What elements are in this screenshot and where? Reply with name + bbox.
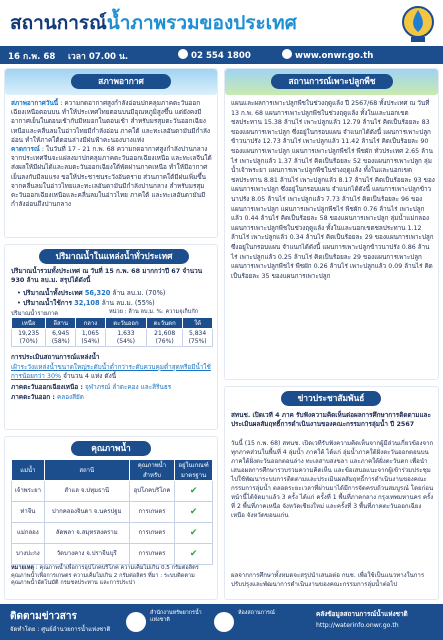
news-body-2: ผลจากการศึกษาทั้งหมดจะสรุปนำเสนอต่อ กนช. เพื่อใช้เป็นแนวทางในการปรับปรุงและพัฒนาการดำเนินงานของคณะกรรมการลุ่มน้ำต่อไป <box>231 572 425 588</box>
time-label: เวลา 07.00 น. <box>68 52 129 62</box>
phone-label: 02 554 1800 <box>178 49 251 61</box>
region-col-header: เหนือ <box>12 318 46 329</box>
quality-row <box>12 502 213 523</box>
region-cell: 5,834 (75%) <box>183 329 213 347</box>
quality-panel <box>4 436 218 600</box>
check-icon: ✔ <box>189 506 198 517</box>
news-panel <box>224 386 439 600</box>
news-heading: ข่าวประชาสัมพันธ์ <box>281 391 381 406</box>
footer-web[interactable]: http://waterinfo.onwr.go.th <box>316 622 399 629</box>
mgmt-heading: การประเมินสถานการณ์แหล่งน้ำ <box>11 353 100 361</box>
agri-panel <box>224 68 439 380</box>
usable-water-row: • ปริมาณน้ำใช้การ 32,108 ล้าน ลบ.ม. (55%) <box>17 299 155 307</box>
quality-cell: การเกษตร <box>129 544 174 565</box>
quality-col-header: แม่น้ำ <box>12 460 45 481</box>
quality-col-header: สถานี <box>44 460 129 481</box>
quality-cell <box>175 502 213 523</box>
region-col-header: ตะวันออก <box>105 318 146 329</box>
quality-cell <box>175 544 213 565</box>
quality-cell <box>175 481 213 502</box>
quality-table <box>11 459 213 565</box>
quality-cell: วัดบางคาง จ.ปราจีนบุรี <box>44 544 129 565</box>
date-label: 16 ก.พ. 68 <box>8 52 56 62</box>
agri-text: แผนและผลการเพาะปลูกพืชในช่วงฤดูแล้ง ปี 2567/68 ทั้งประเทศ ณ วันที่ 13 ก.พ. 68 แผนการเพาะปลูกพืชในช่วงฤดูแล้ง ทั้งในและนอกเขตชลประทาน 15.38 ล้านไร่ เพาะปลูกแล้ว 12.79 ล้านไร่ คิดเป็นร้อยละ 83 ของแผนการเพาะปลูก ซึ่งอยู่ในกรอบแผน จำแนกได้ดังนี้ แผนการเพาะปลูกข้าวนาปรัง 12.73 ล้านไร่ เพาะปลูกแล้ว 11.42 ล้านไร่ คิดเป็นร้อยละ 90 ของแผนการเพาะปลูก แผนการเพาะปลูกพืชไร่ พืชผัก ทั่วประเทศ 2.65 ล้านไร่ เพาะปลูกแล้ว 1.37 ล้านไร่ คิดเป็นร้อยละ 52 ของแผนการเพาะปลูก ลุ่มน้ำเจ้าพระยา แผนการเพาะปลูกพืชในช่วงฤดูแล้ง ทั้งในและนอกเขตชลประทาน 8.81 ล้านไร่ เพาะปลูกแล้ว 8.17 ล้านไร่ คิดเป็นร้อยละ 93 ของแผนการเพาะปลูก ซึ่งอยู่ในกรอบแผน จำแนกได้ดังนี้ แผนการเพาะปลูกข้าวนาปรัง 8.05 ล้านไร่ เพาะปลูกแล้ว 7.73 ล้านไร่ คิดเป็นร้อยละ 96 ของแผนการเพาะปลูก แผนการเพาะปลูกพืชไร่ พืชผัก 0.76 ล้านไร่ เพาะปลูกแล้ว 0.44 ล้านไร่ คิดเป็นร้อยละ 58 ของแผนการเพาะปลูก ลุ่มน้ำแม่กลอง แผนการเพาะปลูกพืชในช่วงฤดูแล้ง ทั้งในและนอกเขตชลประทาน 1.12 ล้านไร่ เพาะปลูกแล้ว 0.34 ล้านไร่ คิดเป็นร้อยละ 29 ของแผนการเพาะปลูก ซึ่งอยู่ในกรอบแผน จำแนกได้ดังนี้ แผนการเพาะปลูกข้าวนาปรัง 0.86 ล้านไร่ เพาะปลูกแล้ว 0.25 ล้านไร่ คิดเป็นร้อยละ 29 ของแผนการเพาะปลูก แผนการเพาะปลูกพืชไร่ พืชผัก 0.26 ล้านไร่ เพาะปลูกแล้ว 0.09 ล้านไร่ คิดเป็นร้อยละ 35 ของแผนการเพาะปลูก <box>231 100 435 280</box>
onwr-logo <box>401 4 435 44</box>
page-header <box>0 0 443 46</box>
weather-text: สภาพอากาศวันนี้ : ความกดอากาศสูงกำลังอ่อนปกคลุมภาคตะวันออกเฉียงเหนือตอนบน ทำให้ประเทศไทยตอนบนมีอุณหภูมิสูงขึ้น แต่ยังคงมีอากาศเย็นในตอนเช้ากับมีหมอกในตอนเช้า สำหรับมรสุมตะวันออกเฉียงเหนือและคลื่นลมในอ่าวไทยมีกำลังอ่อน ภาคใต้ และทะเลอันดามันมีกำลังอ่อน ทำให้ภาคใต้ตอนล่างมีฝนฟ้าคะนองบางแห่ง คาดการณ์ : ในวันที่ 17 - 21 ก.พ. 68 ความกดอากาศสูงกำลังปานกลางจากประเทศจีนจะแผ่ลงมาปกคลุมภาคตะวันออกเฉียงเหนือ และทะเลจีนใต้ ส่งผลให้มีฝนได้และลมตะวันออกเฉียงใต้พัดผ่านภาคเหนือ ทำให้มีอากาศเย็นลงกับมีลมแรง ขอให้ประชาชนระวังอันตราย ส่วนภาคใต้มีฝนเพิ่มขึ้นจากคลื่นลมในอ่าวไทยและทะเลอันดามันมีกำลังปานกลาง สำหรับมรสุมตะวันออกเฉียงเหนือและคลื่นลมในอ่าวไทย ภาคใต้ และทะเลอันดามันมีกำลังอ่อนถึงปานกลาง <box>11 99 212 209</box>
info-bar <box>0 46 443 64</box>
mgmt-text: เฝ้าระวังแหล่งน้ำขนาดใหญ่ระดับน้ำต่ำกว่าระดับควบคุมต่ำสุดหรือมีน้ำใช้การน้อยกว่า 30% จำนวน 4 แห่ง ดังนี้ <box>11 363 211 381</box>
quality-row <box>12 544 213 565</box>
quality-cell: แม่กลอง <box>12 523 45 544</box>
check-icon: ✔ <box>189 548 198 559</box>
quality-cell: สำแล จ.ปทุมธานี <box>44 481 129 502</box>
region-cell: 1,633 (54%) <box>105 329 146 347</box>
region-col-header: กลาง <box>76 318 106 329</box>
quality-cell: ท่าจีน <box>12 502 45 523</box>
region-cell: 21,608 (76%) <box>147 329 183 347</box>
quality-cell: บางปะกง <box>12 544 45 565</box>
page-title: สถานการณ์น้ำภาพรวมของประเทศ <box>10 12 297 34</box>
region-col-header: อีสาน <box>46 318 76 329</box>
qr-icon-2[interactable] <box>214 612 234 632</box>
region-cell: 6,945 (58%) <box>46 329 76 347</box>
phone-icon <box>178 49 188 59</box>
region-cell: 1,065 (54%) <box>76 329 106 347</box>
region-table <box>11 317 213 347</box>
weather-heading: สภาพอากาศ <box>71 74 171 89</box>
quality-row <box>12 523 213 544</box>
footer-mid-1: สำนักงานทรัพยากรน้ำแห่งชาติ <box>150 610 202 623</box>
region-col-header: ตะวันตก <box>147 318 183 329</box>
quality-cell: ปากคลองจินดา จ.นครปฐม <box>44 502 129 523</box>
unit-note: หน่วย : ล้าน ลบ.ม. %: ความจุเก็บกัก <box>109 309 199 315</box>
quality-cell <box>175 523 213 544</box>
quality-row <box>12 481 213 502</box>
reservoir-summary: ปริมาณน้ำรวมทั้งประเทศ ณ วันที่ 15 ก.พ. 68 มากกว่าปี 67 จำนวน 930 ล้าน ลบ.ม. สรุปได้ดังนี้ <box>11 267 203 285</box>
web-link[interactable]: www.onwr.go.th <box>282 49 373 61</box>
region-col-header: ใต้ <box>183 318 213 329</box>
reservoir-panel <box>4 244 218 430</box>
qr-icon[interactable] <box>126 612 146 632</box>
page-footer <box>0 604 443 640</box>
check-icon: ✔ <box>189 485 198 496</box>
quality-note: หมายเหตุ : คุณภาพน้ำเพื่อการอุปโภคบริโภค ความเค็มไม่เกิน 0.5 กรัมต่อลิตร คุณภาพน้ำเพื่อการเกษตร ความเค็มไม่เกิน 2 กรัมต่อลิตร ที่มา : ระบบติดตามคุณภาพน้ำอัตโนมัติ กรมชลประทาน และการประปา <box>11 565 199 587</box>
footer-mid-2: ห้องสถานการณ์ <box>238 610 275 616</box>
quality-cell: เจ้าพระยา <box>12 481 45 502</box>
footer-org: คลังข้อมูลสถานการณ์น้ำแห่งชาติ <box>316 610 408 618</box>
region-label: ปริมาณน้ำรายภาค <box>11 311 59 317</box>
globe-icon <box>282 49 292 59</box>
footer-sub: จัดทำโดย : ศูนย์อำนวยการน้ำแห่งชาติ <box>10 626 111 633</box>
quality-col-header: อยู่ในเกณฑ์ มาตรฐาน <box>175 460 213 481</box>
quality-heading: คุณภาพน้ำ <box>71 441 151 456</box>
quality-cell: ลัดพลา จ.สมุทรสงคราม <box>44 523 129 544</box>
e-reservoirs: ภาคตะวันออก : คลองสียัด <box>11 393 84 401</box>
reservoir-heading: ปริมาณน้ำในแหล่งน้ำทั่วประเทศ <box>39 249 189 264</box>
quality-cell: การเกษตร <box>129 502 174 523</box>
total-water-row: • ปริมาณน้ำทั้งประเทศ 56,320 ล้าน ลบ.ม. (70%) <box>17 289 166 297</box>
news-headline: สทนช. เปิดเวที 4 ภาค รับฟังความคิดเห็นต่อผลการศึกษาการติดตามและประเมินผลสัมฤทธิ์การดำเนินงานของคณะกรรมการลุ่มน้ำ ปี 2567 <box>231 411 431 429</box>
check-icon: ✔ <box>189 527 198 538</box>
region-cell: 19,235 (70%) <box>12 329 46 347</box>
ne-reservoirs: ภาคตะวันออกเฉียงเหนือ : จุฬาภรณ์ ลำตะคอง และสิรินธร <box>11 383 172 391</box>
footer-brand: ติดตามข่าวสาร <box>10 611 77 622</box>
quality-cell: อุปโภคบริโภค <box>129 481 174 502</box>
quality-col-header: คุณภาพน้ำ สำหรับ <box>129 460 174 481</box>
quality-cell: การเกษตร <box>129 523 174 544</box>
weather-panel <box>4 68 218 238</box>
agri-heading: สถานการณ์เพาะปลูกพืช <box>271 74 393 89</box>
news-body: วันนี้ (15 ก.พ. 68) สทนช. เปิดเวทีรับฟังความคิดเห็นจากผู้มีส่วนเกี่ยวข้องจากทุกภาคส่วนในพื้นที่ 4 ลุ่มน้ำ ภาคใต้ ได้แก่ ลุ่มน้ำภาคใต้ฝั่งตะวันออกตอนบน ภาคใต้ฝั่งตะวันออกตอนล่าง ทะเลสาบสงขลา และภาคใต้ฝั่งตะวันตก เพื่อนำเสนอผลการศึกษารวบรวมความคิดเห็น และข้อเสนอแนะจากผู้เข้าร่วมประชุมไปใช้พัฒนาระบบการติดตามและประเมินผลสัมฤทธิ์การดำเนินงานของคณะกรรมการลุ่มน้ำ ตลอดระยะเวลาที่ผ่านมาได้มีการจัดครบถ้วนสมบูรณ์ โดยก่อนหน้านี้ได้จัดมาแล้ว 3 ครั้ง ได้แก่ ครั้งที่ 1 พื้นที่ภาคกลาง กรุงเทพมหานคร ครั้งที่ 2 พื้นที่ภาคเหนือ จังหวัดเชียงใหม่ และครั้งที่ 3 พื้นที่ภาคตะวันออกเฉียงเหนือ จังหวัดขอนแก่น <box>231 440 434 519</box>
